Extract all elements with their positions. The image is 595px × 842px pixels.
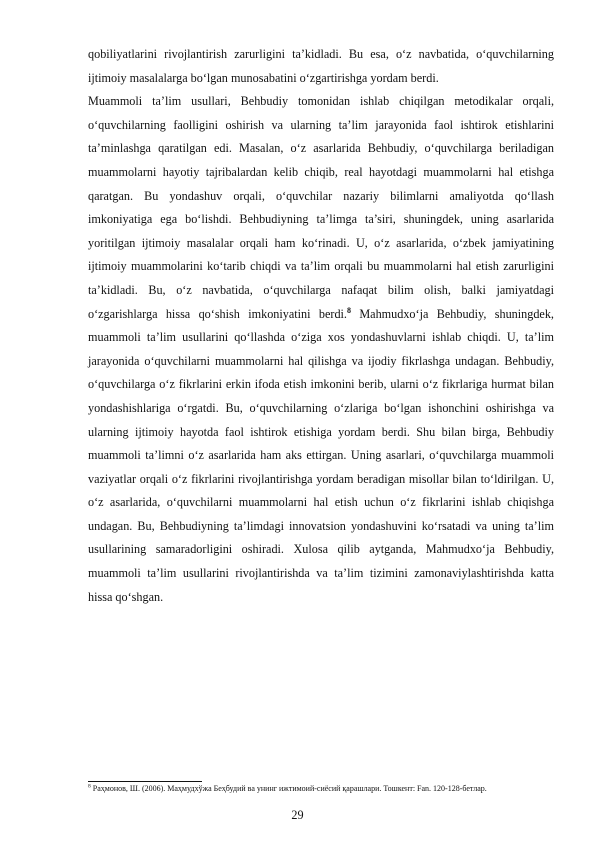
footnote-text: Раҳмонов, Ш. (2006). Маҳмудхўжа Беҳбудий ва унинг ижтимоий-сиёсий қарашлари. Тошкент: Fan. 120-128-бетлар.	[92, 784, 487, 793]
paragraph-2-text: Muammoli ta’lim usullari, Behbudiy tomonidan ishlab chiqilgan metodikalar orqali, o‘quvchilarning faolligini oshirish va ularning ta’lim jarayonida faol ishtirok etishlarini ta’minlashga qaratilgan edi. Masalan, o‘z asarlarida Behbudiy, o‘quvchilarga beriladigan muammolarni hayotiy tajribalardan kelib chiqib, real hayotdagi muammolarni hal etishga qaratgan. Bu yondashuv orqali, o‘quvchilar nazariy bilimlarni amaliyotda qo‘llash imkoniyatiga ega bo‘lishdi. Behbudiyning ta’limga ta’siri, shuningdek, uning asarlarida yoritilgan ijtimoiy masalalar orqali ham ko‘rinadi. U, o‘z asarlarida, o‘zbek jamiyatining ijtimoiy muammolarini ko‘tarib chiqdi va ta’lim orqali bu muammolarni hal etish zarurligini ta’kidladi. Bu, o‘z navbatida, o‘quvchilarga nafaqat bilim olish, balki jamiyatdagi o‘zgarishlarga hissa qo‘shish imkoniyatini berdi.	[88, 94, 554, 321]
footnote-separator	[88, 781, 202, 782]
page-number: 29	[291, 808, 304, 822]
footnote-reference: 8	[346, 305, 351, 315]
paragraph-1: qobiliyatlarini rivojlantirish zarurligini ta’kidladi. Bu esa, o‘z navbatida, o‘quvchilarning ijtimoiy masalalarga bo‘lgan munosabatini o‘zgartirishga yordam berdi.	[88, 47, 554, 85]
footnote-marker: 8	[88, 783, 91, 790]
body-text	[88, 43, 554, 609]
footnote	[88, 784, 554, 794]
paragraph-2-continuation: Mahmudxo‘ja Behbudiy, shuningdek, muammoli ta’lim usullarini qo‘llashda o‘ziga xos yondashuvlarni ishlab chiqdi. U, ta’lim jarayonida o‘quvchilarni muammolarni hal qilishga va ijodiy fikrlashga undagan. Behbudiy, o‘quvchilarga o‘z fikrlarini erkin ifoda etish imkonini berib, ularni o‘z fikrlariga hurmat bilan yondashishlariga o‘rgatdi. Bu, o‘quvchilarning o‘zlariga bo‘lgan ishonchini oshirishga va ularning ijtimoiy hayotda faol ishtirok etishiga yordam berdi. Shu bilan birga, Behbudiy muammoli ta’limni o‘z asarlarida ham aks ettirgan. Uning asarlari, o‘quvchilarga muammoli vaziyatlar orqali o‘z fikrlarini rivojlantirishga yordam beradigan misollar bilan to‘ldirilgan. U, o‘z asarlarida, o‘quvchilarni muammolarni hal etish uchun o‘z fikrlarini ishlab chiqishga undagan. Bu, Behbudiyning ta’limdagi innovatsion yondashuvini ko‘rsatadi va uning ta’lim usullarining samaradorligini oshiradi. Xulosa qilib aytganda, Mahmudxo‘ja Behbudiy, muammoli ta’lim usullarini rivojlantirishda va ta’lim tizimini zamonaviylashtirishda katta hissa qo‘shgan.	[88, 306, 554, 604]
paragraph-2	[88, 90, 554, 609]
